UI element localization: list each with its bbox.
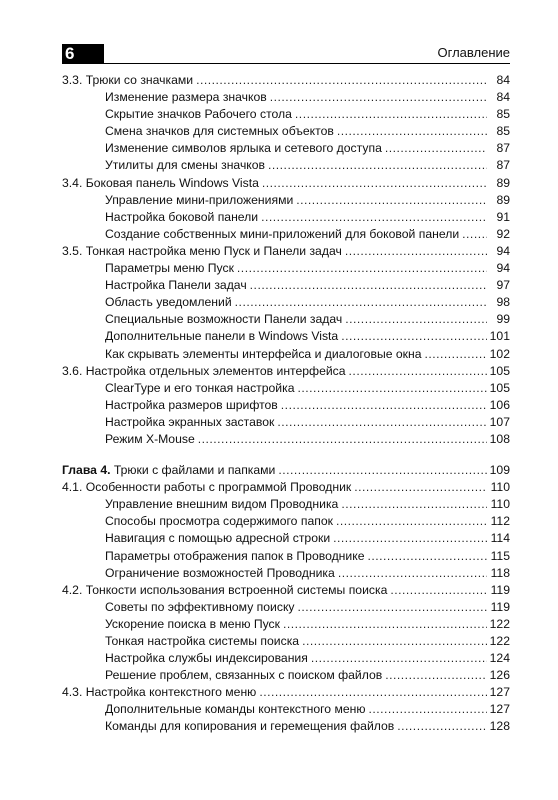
toc-entry-text: Настройка службы индексирования — [105, 651, 308, 666]
toc-page-number: 105 — [489, 363, 510, 378]
page-header — [62, 44, 510, 66]
toc-entry[interactable] — [62, 346, 510, 363]
toc-page-number: 118 — [490, 565, 510, 580]
toc-entry-title — [105, 667, 382, 684]
toc-entry-text: Параметры отображения папок в Проводнике — [105, 548, 365, 563]
toc-entry[interactable] — [62, 431, 510, 448]
toc-page-number: 87 — [496, 141, 510, 156]
toc-entry-title — [105, 209, 258, 226]
toc-page-number: 124 — [489, 651, 510, 666]
dot-leader — [368, 701, 486, 718]
dot-leader — [250, 277, 487, 294]
toc-entry[interactable] — [62, 209, 510, 226]
toc-entry-text: 3.4. Боковая панель Windows Vista — [62, 175, 259, 190]
toc-entry[interactable] — [62, 633, 510, 650]
toc-entry[interactable] — [62, 599, 510, 616]
toc-entry-text: ClearType и его тонкая настройка — [105, 380, 295, 395]
toc-entry-text: Как скрывать элементы интерфейса и диалоговые окна — [105, 346, 422, 361]
toc-entry[interactable] — [62, 397, 510, 414]
toc-page-number: 114 — [490, 531, 510, 546]
dot-leader — [270, 89, 487, 106]
toc-entry-title — [105, 616, 280, 633]
dot-leader — [349, 363, 487, 380]
toc-entry[interactable] — [62, 243, 510, 260]
toc-entry[interactable] — [62, 140, 510, 157]
toc-entry[interactable] — [62, 294, 510, 311]
toc-entry-title — [105, 294, 232, 311]
toc-entry-text: Настройка Панели задач — [105, 278, 247, 293]
toc-entry-text: Смена значков для системных объектов — [105, 124, 334, 139]
toc-entry-title — [105, 496, 338, 513]
dot-leader — [337, 123, 487, 140]
toc-entry[interactable] — [62, 311, 510, 328]
dot-leader — [302, 633, 487, 650]
toc-page-number: 106 — [489, 397, 510, 412]
toc-entry[interactable] — [62, 496, 510, 513]
toc-page-number: 122 — [489, 616, 510, 631]
toc-page-number: 108 — [489, 431, 510, 446]
toc-entry-text: 4.1. Особенности работы с программой Проводник — [62, 480, 352, 495]
toc-entry-text: Команды для копирования и геремещения файлов — [105, 719, 395, 734]
dot-leader — [333, 530, 487, 547]
toc-entry[interactable] — [62, 530, 510, 547]
toc-entry-text: Дополнительные команды контекстного меню — [105, 702, 366, 717]
dot-leader — [277, 414, 486, 431]
toc-entry-text: Режим X-Mouse — [105, 431, 195, 446]
toc-entry-title — [105, 123, 334, 140]
toc-page-number: 97 — [496, 278, 510, 293]
toc-page-number: 110 — [490, 480, 510, 495]
dot-leader — [462, 226, 487, 243]
toc-entry-text: 3.5. Тонкая настройка меню Пуск и Панели задач — [62, 243, 342, 258]
toc-entry[interactable] — [62, 462, 510, 479]
toc-page-number: 119 — [490, 599, 510, 614]
toc-entry[interactable] — [62, 616, 510, 633]
toc-entry-text: Настройка боковой панели — [105, 209, 259, 224]
dot-leader — [237, 260, 487, 277]
toc-entry-title — [105, 192, 293, 209]
toc-entry-text: Настройка размеров шрифтов — [105, 397, 278, 412]
toc-entry[interactable] — [62, 157, 510, 174]
toc-entry-title — [105, 548, 364, 565]
toc-entry-title — [105, 650, 308, 667]
toc-entry-title — [62, 462, 275, 479]
toc-entry-title — [62, 175, 259, 192]
toc-entry-title — [62, 72, 193, 89]
toc-entry-title — [105, 328, 338, 345]
toc-entry-title — [105, 157, 265, 174]
dot-leader — [278, 462, 486, 479]
dot-leader — [298, 380, 487, 397]
toc-entry-text: Утилиты для смены значков — [105, 158, 266, 173]
toc-page-number: 109 — [489, 463, 510, 478]
toc-page-number: 99 — [496, 312, 510, 327]
toc-entry-text: Область уведомлений — [105, 295, 232, 310]
toc-entry[interactable] — [62, 363, 510, 380]
dot-leader — [296, 192, 487, 209]
dot-leader — [336, 513, 487, 530]
toc-entry[interactable] — [62, 89, 510, 106]
toc-page-number: 84 — [496, 90, 510, 105]
toc-entry-text: 4.3. Настройка контекстного меню — [62, 685, 257, 700]
dot-leader — [196, 72, 487, 89]
toc-entry[interactable] — [62, 260, 510, 277]
toc-entry-text: Навигация с помощью адресной строки — [105, 531, 331, 546]
toc-entry-text: Изменение символов ярлыка и сетевого доступа — [105, 141, 382, 156]
toc-page-number: 89 — [496, 192, 510, 207]
toc-entry[interactable] — [62, 72, 510, 89]
toc-page-number: 91 — [496, 209, 510, 224]
toc-entry[interactable] — [62, 650, 510, 667]
toc-entry[interactable] — [62, 277, 510, 294]
toc-page-number: 102 — [489, 346, 510, 361]
toc-entry[interactable] — [62, 226, 510, 243]
toc-entry-text: Скрытие значков Рабочего стола — [105, 107, 292, 122]
dot-leader — [354, 479, 487, 496]
dot-leader — [345, 243, 487, 260]
toc-entry[interactable] — [62, 565, 510, 582]
toc-entry[interactable] — [62, 582, 510, 599]
dot-leader — [341, 496, 487, 513]
toc-page-number: 89 — [496, 175, 510, 190]
toc-entry-title — [62, 243, 342, 260]
toc-entry-title — [62, 479, 351, 496]
dot-leader — [424, 346, 486, 363]
toc-entry[interactable] — [62, 718, 510, 735]
toc-entry-title — [105, 633, 299, 650]
dot-leader — [268, 157, 487, 174]
toc-entry-text: Изменение размера значков — [105, 90, 267, 105]
toc-entry-text: 3.6. Настройка отдельных элементов интерфейса — [62, 363, 346, 378]
toc-entry-text: Ускорение поиска в меню Пуск — [105, 616, 280, 631]
table-of-contents — [62, 72, 510, 736]
toc-entry[interactable] — [62, 380, 510, 397]
toc-entry[interactable] — [62, 479, 510, 496]
toc-entry-title — [105, 226, 459, 243]
toc-page-number: 94 — [496, 261, 510, 276]
header-rule — [104, 63, 510, 64]
toc-entry[interactable] — [62, 175, 510, 192]
toc-entry-title — [105, 701, 365, 718]
toc-entry-title — [62, 684, 256, 701]
toc-entry-text: Советы по эффективному поиску — [105, 599, 295, 614]
page-number-badge: 6 — [62, 44, 104, 64]
toc-page-number: 127 — [489, 685, 510, 700]
toc-page-number: 98 — [496, 295, 510, 310]
dot-leader — [367, 548, 487, 565]
toc-page-number: 110 — [490, 497, 510, 512]
toc-entry-title — [105, 140, 382, 157]
dot-leader — [261, 209, 487, 226]
dot-leader — [338, 565, 487, 582]
toc-entry-text: Способы просмотра содержимого папок — [105, 514, 333, 529]
dot-leader — [259, 684, 486, 701]
dot-leader — [385, 667, 486, 684]
toc-entry-text: 4.2. Тонкости использования встроенной системы поиска — [62, 582, 388, 597]
dot-leader — [341, 328, 486, 345]
toc-entry-text: Параметры меню Пуск — [105, 261, 234, 276]
toc-entry-text: Управление внешним видом Проводника — [105, 497, 339, 512]
toc-page-number: 107 — [489, 414, 510, 429]
toc-entry-title — [105, 513, 333, 530]
dot-leader — [311, 650, 487, 667]
toc-page-number: 105 — [489, 380, 510, 395]
dot-leader — [385, 140, 487, 157]
toc-page-number: 92 — [496, 226, 510, 241]
toc-entry-title — [105, 718, 394, 735]
toc-entry-text: Трюки с файлами и папками — [110, 463, 276, 478]
toc-page-number: 126 — [489, 668, 510, 683]
toc-entry-title — [105, 431, 195, 448]
dot-leader — [235, 294, 487, 311]
toc-page-number: 84 — [496, 73, 510, 87]
toc-page-number: 119 — [490, 582, 510, 597]
dot-leader — [281, 397, 487, 414]
toc-entry-title — [105, 599, 295, 616]
toc-page-number: 122 — [489, 634, 510, 648]
dot-leader — [295, 106, 487, 123]
toc-entry[interactable] — [62, 328, 510, 345]
toc-page-number: 127 — [489, 702, 510, 717]
toc-entry[interactable] — [62, 414, 510, 431]
toc-entry-title — [105, 565, 335, 582]
toc-entry-title — [105, 530, 330, 547]
toc-entry[interactable] — [62, 106, 510, 123]
dot-leader — [345, 311, 487, 328]
toc-page-number: 85 — [496, 124, 510, 139]
dot-leader — [262, 175, 487, 192]
toc-page-number: 85 — [496, 107, 510, 122]
toc-entry-title — [105, 277, 247, 294]
dot-leader — [390, 582, 487, 599]
toc-page-number: 87 — [496, 158, 510, 173]
toc-entry-title — [105, 346, 421, 363]
dot-leader — [298, 599, 487, 616]
toc-entry[interactable] — [62, 513, 510, 530]
toc-entry-text: Тонкая настройка системы поиска — [105, 634, 300, 648]
toc-entry[interactable] — [62, 684, 510, 701]
toc-entry-title — [62, 363, 346, 380]
toc-page-number: 128 — [489, 719, 510, 734]
toc-page-number: 94 — [496, 243, 510, 258]
toc-entry[interactable] — [62, 123, 510, 140]
toc-entry[interactable] — [62, 667, 510, 684]
toc-entry-title — [105, 414, 274, 431]
toc-page-number: 101 — [489, 329, 510, 344]
toc-entry-text: Настройка экранных заставок — [105, 414, 275, 429]
toc-entry-title — [105, 311, 342, 328]
toc-entry-text: Специальные возможности Панели задач — [105, 312, 343, 327]
running-title: Оглавление — [437, 45, 510, 60]
toc-entry-text: Управление мини-приложениями — [105, 192, 294, 207]
chapter-label: Глава 4. — [62, 463, 111, 478]
toc-entry-text: Дополнительные панели в Windows Vista — [105, 329, 339, 344]
toc-page-number: 115 — [490, 548, 510, 563]
toc-entry-text: Ограничение возможностей Проводника — [105, 565, 335, 580]
toc-entry-title — [62, 582, 387, 599]
toc-entry-text: Создание собственных мини-приложений для боковой панели — [105, 226, 460, 241]
dot-leader — [283, 616, 487, 633]
toc-entry-title — [105, 380, 295, 397]
toc-entry-title — [105, 260, 234, 277]
toc-entry-title — [105, 89, 267, 106]
toc-entry-title — [105, 397, 278, 414]
toc-entry-text: Решение проблем, связанных с поиском файлов — [105, 668, 383, 683]
toc-page-number: 112 — [490, 514, 510, 529]
dot-leader — [198, 431, 487, 448]
toc-entry-title — [105, 106, 292, 123]
dot-leader — [397, 718, 486, 735]
toc-entry[interactable] — [62, 701, 510, 718]
toc-entry-text: 3.3. Трюки со значками — [62, 73, 194, 87]
toc-entry[interactable] — [62, 192, 510, 209]
toc-entry[interactable] — [62, 548, 510, 565]
